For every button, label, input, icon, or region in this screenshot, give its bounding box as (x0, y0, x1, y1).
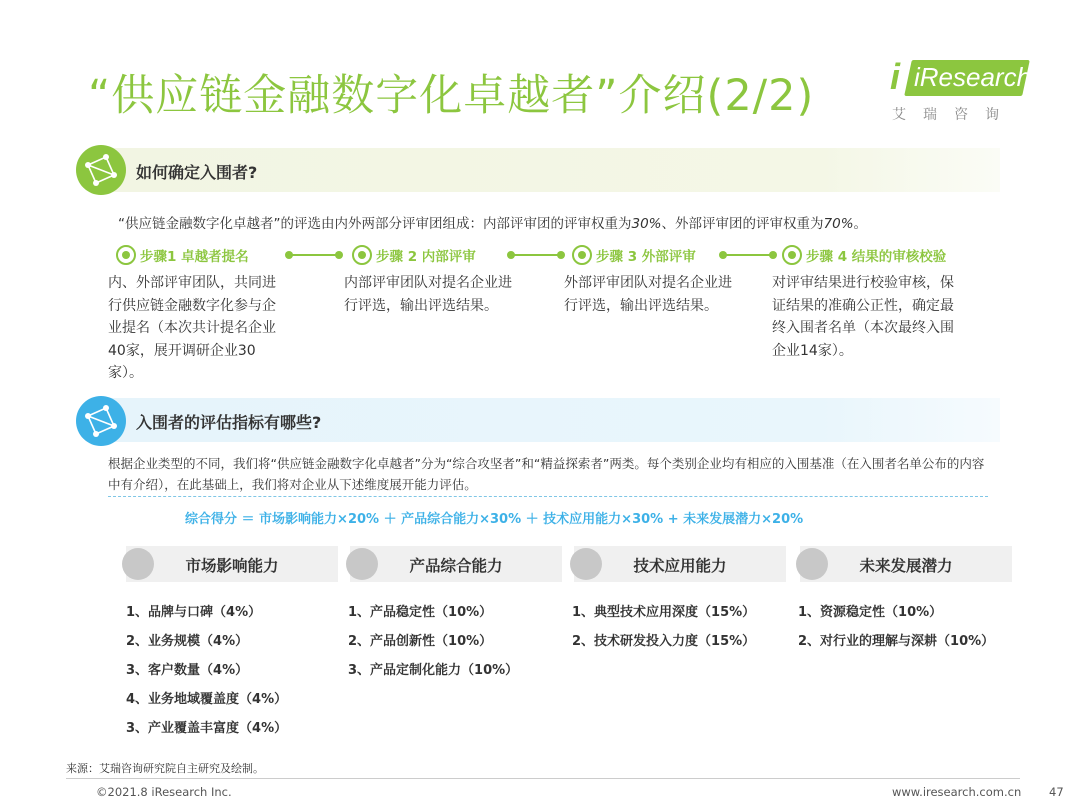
step-3-label: 步骤 3 外部评审 (596, 249, 696, 265)
copyright: ©2021.8 iResearch Inc. (96, 785, 232, 799)
score-formula: 综合得分 ＝ 市场影响能力×20% ＋ 产品综合能力×30% ＋ 技术应用能力×30% + 未来发展潜力×20% (185, 512, 804, 527)
list-item: 4、业务地域覆盖度（4%） (126, 692, 288, 707)
category-title: 市场影响能力 (185, 557, 279, 575)
step-2-desc: 内部评审团队对提名企业进行评选，输出评选结果。 (344, 275, 512, 314)
target-icon (116, 245, 136, 265)
step-connector (510, 254, 562, 256)
future-criteria-list (798, 598, 994, 656)
iresearch-logo (890, 56, 1040, 126)
section2-heading: 入围者的评估指标有哪些? (136, 413, 322, 432)
section1-header (108, 148, 1000, 192)
list-item: 2、产品创新性（10%） (348, 634, 493, 649)
category-title: 技术应用能力 (633, 557, 727, 575)
intro-text: “供应链金融数字化卓越者”的评选由内外两部分评审团组成：内部评审团的评审权重为 (118, 216, 632, 232)
step-connector (722, 254, 774, 256)
page-number: 47 (1049, 785, 1064, 799)
globe-icon (76, 396, 126, 446)
category-header-technology (574, 546, 786, 582)
logo-cn: 艾瑞咨询 (892, 107, 1016, 123)
evaluation-intro (118, 212, 867, 232)
list-item: 2、业务规模（4%） (126, 634, 249, 649)
page-title: “供应链金融数字化卓越者”介绍(2/2) (88, 71, 815, 121)
step-1-desc: 内、外部评审团队，共同进行供应链金融数字化参与企业提名（本次共计提名企业40家，展开调研企业30家）。 (108, 275, 276, 381)
category-title: 未来发展潜力 (859, 557, 953, 575)
target-icon (352, 245, 372, 265)
step-2-head (352, 244, 476, 266)
step-3-head (572, 244, 696, 266)
category-header-market (126, 546, 338, 582)
list-item: 1、品牌与口碑（4%） (126, 605, 262, 620)
step-4-head (782, 244, 946, 266)
internal-weight: 30% (631, 216, 662, 232)
list-item: 1、资源稳定性（10%） (798, 605, 943, 620)
list-item: 2、技术研发投入力度（15%） (572, 634, 756, 649)
website-link[interactable]: www.iresearch.com.cn (892, 785, 1022, 799)
list-item: 1、产品稳定性（10%） (348, 605, 493, 620)
list-item: 2、对行业的理解与深耕（10%） (798, 634, 995, 649)
external-weight: 70% (823, 216, 854, 232)
intro-text-end: 。 (853, 216, 868, 232)
source-note: 来源：艾瑞咨询研究院自主研究及绘制。 (66, 762, 264, 775)
step-connector (288, 254, 340, 256)
technology-criteria-list (572, 598, 755, 656)
globe-icon (76, 145, 126, 195)
list-item: 3、产品定制化能力（10%） (348, 663, 519, 678)
section1-heading: 如何确定入围者? (136, 163, 258, 182)
intro-text-mid: 、外部评审团的评审权重为 (661, 216, 824, 232)
step-2-label: 步骤 2 内部评审 (376, 249, 476, 265)
category-description: 根据企业类型的不同，我们将“供应链金融数字化卓越者”分为“综合攻坚者”和“精益探索者”两类。每个类别企业均有相应的入围基准（在入围者名单公布的内容中有介绍），在此基础上，我们将对企业从下述维度展开能力评估。 (108, 456, 985, 492)
step-1-label: 步骤1 卓越者提名 (140, 249, 249, 265)
section2-header (108, 398, 1000, 442)
market-criteria-list (126, 598, 287, 743)
dashed-divider (108, 496, 988, 497)
step-4-label: 步骤 4 结果的审核校验 (806, 249, 947, 265)
category-title: 产品综合能力 (409, 557, 503, 575)
list-item: 3、客户数量（4%） (126, 663, 249, 678)
category-header-product (350, 546, 562, 582)
target-icon (782, 245, 802, 265)
step-4-desc: 对评审结果进行校验审核，保证结果的准确公正性，确定最终入围者名单（本次最终入围企业14家）。 (772, 275, 954, 359)
product-criteria-list (348, 598, 518, 685)
logo-i-mark: i (890, 56, 901, 97)
step-3-desc: 外部评审团队对提名企业进行评选，输出评选结果。 (564, 275, 732, 314)
logo-brand: iResearch (914, 62, 1032, 92)
list-item: 1、典型技术应用深度（15%） (572, 605, 756, 620)
target-icon (572, 245, 592, 265)
step-1-head (116, 244, 249, 266)
category-header-future (800, 546, 1012, 582)
footer-divider (66, 778, 1020, 779)
list-item: 3、产业覆盖丰富度（4%） (126, 721, 288, 736)
